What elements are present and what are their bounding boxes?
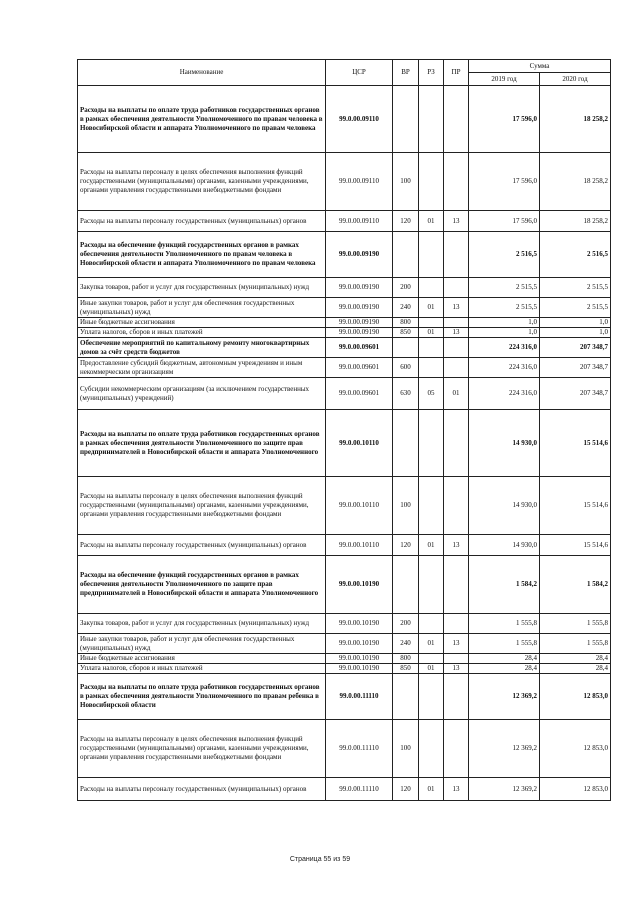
cell-sum-2019: 1 555,8 xyxy=(469,614,540,634)
cell-sum-2020: 12 853,0 xyxy=(540,720,611,778)
cell-sum-2020: 12 853,0 xyxy=(540,674,611,720)
table-row xyxy=(78,654,611,664)
cell-rz xyxy=(419,410,444,477)
cell-pr xyxy=(444,153,469,211)
cell-name: Иные закупки товаров, работ и услуг для обеспечения государственных (муниципальных) нужд xyxy=(78,634,326,654)
cell-sum-2020: 18 258,2 xyxy=(540,211,611,232)
cell-vr: 240 xyxy=(393,634,419,654)
cell-rz xyxy=(419,338,444,358)
cell-name: Субсидии некоммерческим организациям (за исключением государственных (муниципальных) учреждений) xyxy=(78,378,326,410)
cell-name: Расходы на обеспечение функций государственных органов в рамках обеспечения деятельности Уполномоченного по правам человека в Новосибирской области и аппарата Уполномоченного по правам человека xyxy=(78,232,326,278)
cell-name: Иные бюджетные ассигнования xyxy=(78,318,326,328)
col-header-rz: РЗ xyxy=(419,60,444,86)
cell-name: Расходы на обеспечение функций государственных органов в рамках обеспечения деятельности Уполномоченного по защите прав предпринимателей в Новосибирской области и аппарата Уполномоченного xyxy=(78,556,326,614)
cell-sum-2019: 12 369,2 xyxy=(469,778,540,801)
table-row xyxy=(78,778,611,801)
cell-rz xyxy=(419,278,444,298)
table-row xyxy=(78,614,611,634)
cell-sum-2019: 224 316,0 xyxy=(469,358,540,378)
col-header-vr: ВР xyxy=(393,60,419,86)
cell-pr: 13 xyxy=(444,298,469,318)
table-row xyxy=(78,298,611,318)
cell-vr: 100 xyxy=(393,477,419,535)
cell-csr: 99.0.00.09190 xyxy=(326,328,393,338)
cell-rz xyxy=(419,674,444,720)
cell-rz xyxy=(419,318,444,328)
cell-sum-2019: 28,4 xyxy=(469,664,540,674)
cell-csr: 99.0.00.09601 xyxy=(326,338,393,358)
cell-csr: 99.0.00.11110 xyxy=(326,778,393,801)
cell-sum-2020: 28,4 xyxy=(540,664,611,674)
cell-pr xyxy=(444,338,469,358)
cell-csr: 99.0.00.10190 xyxy=(326,664,393,674)
cell-name: Расходы на выплаты персоналу в целях обеспечения выполнения функций государственными (муниципальными) органами, казенными учреждениями, органами управления государственными внебюджетными фондами xyxy=(78,477,326,535)
table-row xyxy=(78,86,611,153)
cell-pr xyxy=(444,556,469,614)
cell-csr: 99.0.00.11110 xyxy=(326,720,393,778)
cell-rz: 01 xyxy=(419,328,444,338)
cell-sum-2020: 207 348,7 xyxy=(540,338,611,358)
cell-csr: 99.0.00.09601 xyxy=(326,358,393,378)
cell-rz: 05 xyxy=(419,378,444,410)
cell-sum-2019: 14 930,0 xyxy=(469,410,540,477)
table-row xyxy=(78,634,611,654)
cell-sum-2019: 1 584,2 xyxy=(469,556,540,614)
cell-csr: 99.0.00.09190 xyxy=(326,232,393,278)
cell-pr xyxy=(444,720,469,778)
cell-rz: 01 xyxy=(419,778,444,801)
cell-vr: 120 xyxy=(393,778,419,801)
cell-sum-2019: 1,0 xyxy=(469,318,540,328)
cell-sum-2019: 17 596,0 xyxy=(469,153,540,211)
cell-vr xyxy=(393,338,419,358)
cell-vr xyxy=(393,556,419,614)
cell-name: Закупка товаров, работ и услуг для государственных (муниципальных) нужд xyxy=(78,278,326,298)
cell-sum-2020: 18 258,2 xyxy=(540,153,611,211)
cell-sum-2020: 15 514,6 xyxy=(540,410,611,477)
cell-sum-2019: 2 515,5 xyxy=(469,278,540,298)
cell-pr xyxy=(444,278,469,298)
col-header-name: Наименование xyxy=(78,60,326,86)
cell-sum-2020: 18 258,2 xyxy=(540,86,611,153)
cell-sum-2019: 224 316,0 xyxy=(469,378,540,410)
cell-name: Расходы на выплаты персоналу государственных (муниципальных) органов xyxy=(78,535,326,556)
col-header-2019: 2019 год xyxy=(469,73,540,86)
cell-vr: 100 xyxy=(393,153,419,211)
cell-vr: 800 xyxy=(393,318,419,328)
cell-sum-2020: 207 348,7 xyxy=(540,358,611,378)
table-row xyxy=(78,153,611,211)
cell-sum-2020: 1,0 xyxy=(540,328,611,338)
cell-name: Закупка товаров, работ и услуг для государственных (муниципальных) нужд xyxy=(78,614,326,634)
cell-name: Уплата налогов, сборов и иных платежей xyxy=(78,664,326,674)
cell-rz xyxy=(419,232,444,278)
cell-pr: 01 xyxy=(444,378,469,410)
cell-sum-2019: 28,4 xyxy=(469,654,540,664)
cell-sum-2020: 207 348,7 xyxy=(540,378,611,410)
cell-vr xyxy=(393,674,419,720)
cell-csr: 99.0.00.11110 xyxy=(326,674,393,720)
budget-table xyxy=(77,59,611,801)
cell-rz: 01 xyxy=(419,211,444,232)
cell-sum-2020: 1 555,8 xyxy=(540,614,611,634)
cell-name: Расходы на выплаты по оплате труда работников государственных органов в рамках обеспечения деятельности Уполномоченного по правам человека в Новосибирской области и аппарата Уполномоченного по правам человека xyxy=(78,86,326,153)
cell-name: Обеспечение мероприятий по капитальному ремонту многоквартирных домов за счёт средств бюджетов xyxy=(78,338,326,358)
cell-name: Расходы на выплаты персоналу в целях обеспечения выполнения функций государственными (муниципальными) органами, казенными учреждениями, органами управления государственными внебюджетными фондами xyxy=(78,720,326,778)
cell-name: Предоставление субсидий бюджетным, автономным учреждениям и иным некоммерческим организациям xyxy=(78,358,326,378)
cell-vr: 200 xyxy=(393,614,419,634)
cell-name: Уплата налогов, сборов и иных платежей xyxy=(78,328,326,338)
cell-sum-2019: 2 516,5 xyxy=(469,232,540,278)
cell-name: Иные закупки товаров, работ и услуг для обеспечения государственных (муниципальных) нужд xyxy=(78,298,326,318)
cell-vr: 100 xyxy=(393,720,419,778)
cell-csr: 99.0.00.09110 xyxy=(326,86,393,153)
cell-name: Иные бюджетные ассигнования xyxy=(78,654,326,664)
cell-csr: 99.0.00.09110 xyxy=(326,153,393,211)
cell-sum-2019: 12 369,2 xyxy=(469,674,540,720)
cell-rz xyxy=(419,556,444,614)
cell-pr xyxy=(444,614,469,634)
cell-name: Расходы на выплаты по оплате труда работников государственных органов в рамках обеспечения деятельности Уполномоченного по правам ребенка в Новосибирской области xyxy=(78,674,326,720)
table-header xyxy=(78,60,611,86)
cell-csr: 99.0.00.10110 xyxy=(326,535,393,556)
cell-pr: 13 xyxy=(444,778,469,801)
table-row xyxy=(78,211,611,232)
cell-vr: 600 xyxy=(393,358,419,378)
col-header-sum: Сумма xyxy=(469,60,611,73)
cell-vr xyxy=(393,232,419,278)
table-row xyxy=(78,556,611,614)
cell-csr: 99.0.00.09190 xyxy=(326,298,393,318)
cell-rz xyxy=(419,153,444,211)
cell-csr: 99.0.00.10190 xyxy=(326,654,393,664)
cell-sum-2019: 14 930,0 xyxy=(469,477,540,535)
cell-name: Расходы на выплаты персоналу государственных (муниципальных) органов xyxy=(78,778,326,801)
cell-pr: 13 xyxy=(444,211,469,232)
col-header-2020: 2020 год xyxy=(540,73,611,86)
cell-vr: 120 xyxy=(393,535,419,556)
cell-vr: 120 xyxy=(393,211,419,232)
cell-sum-2020: 15 514,6 xyxy=(540,477,611,535)
cell-pr: 13 xyxy=(444,535,469,556)
cell-sum-2020: 1 584,2 xyxy=(540,556,611,614)
cell-rz: 01 xyxy=(419,535,444,556)
cell-sum-2019: 17 596,0 xyxy=(469,211,540,232)
cell-csr: 99.0.00.10110 xyxy=(326,477,393,535)
page-number: Страница 55 из 59 xyxy=(289,856,351,863)
cell-name: Расходы на выплаты персоналу государственных (муниципальных) органов xyxy=(78,211,326,232)
cell-vr: 240 xyxy=(393,298,419,318)
cell-rz: 01 xyxy=(419,664,444,674)
table-row xyxy=(78,318,611,328)
cell-pr xyxy=(444,86,469,153)
table-body xyxy=(78,86,611,801)
table-row xyxy=(78,664,611,674)
cell-pr: 13 xyxy=(444,328,469,338)
col-header-csr: ЦСР xyxy=(326,60,393,86)
table-row xyxy=(78,278,611,298)
cell-sum-2019: 14 930,0 xyxy=(469,535,540,556)
cell-rz xyxy=(419,86,444,153)
cell-pr xyxy=(444,674,469,720)
cell-sum-2020: 1,0 xyxy=(540,318,611,328)
table-row xyxy=(78,338,611,358)
cell-vr: 200 xyxy=(393,278,419,298)
cell-pr: 13 xyxy=(444,634,469,654)
cell-csr: 99.0.00.09110 xyxy=(326,211,393,232)
cell-rz: 01 xyxy=(419,298,444,318)
cell-vr: 850 xyxy=(393,664,419,674)
cell-rz xyxy=(419,720,444,778)
cell-sum-2020: 2 516,5 xyxy=(540,232,611,278)
cell-pr xyxy=(444,232,469,278)
cell-csr: 99.0.00.09190 xyxy=(326,278,393,298)
cell-rz xyxy=(419,614,444,634)
cell-pr xyxy=(444,318,469,328)
table-row xyxy=(78,358,611,378)
cell-csr: 99.0.00.09601 xyxy=(326,378,393,410)
cell-sum-2019: 2 515,5 xyxy=(469,298,540,318)
cell-vr xyxy=(393,86,419,153)
cell-csr: 99.0.00.10110 xyxy=(326,410,393,477)
table-row xyxy=(78,477,611,535)
cell-sum-2019: 17 596,0 xyxy=(469,86,540,153)
table-row xyxy=(78,232,611,278)
cell-name: Расходы на выплаты по оплате труда работников государственных органов в рамках обеспечения деятельности Уполномоченного по защите прав предпринимателей в Новосибирской области и аппарата Уполномоченного xyxy=(78,410,326,477)
cell-rz xyxy=(419,654,444,664)
table-row xyxy=(78,328,611,338)
cell-sum-2020: 12 853,0 xyxy=(540,778,611,801)
cell-pr xyxy=(444,654,469,664)
cell-pr xyxy=(444,358,469,378)
cell-sum-2020: 1 555,8 xyxy=(540,634,611,654)
col-header-pr: ПР xyxy=(444,60,469,86)
cell-rz: 01 xyxy=(419,634,444,654)
cell-sum-2019: 224 316,0 xyxy=(469,338,540,358)
cell-pr: 13 xyxy=(444,664,469,674)
cell-pr xyxy=(444,477,469,535)
cell-sum-2019: 1 555,8 xyxy=(469,634,540,654)
cell-sum-2020: 15 514,6 xyxy=(540,535,611,556)
cell-vr: 630 xyxy=(393,378,419,410)
cell-pr xyxy=(444,410,469,477)
cell-csr: 99.0.00.10190 xyxy=(326,634,393,654)
cell-vr: 800 xyxy=(393,654,419,664)
table-row xyxy=(78,378,611,410)
cell-sum-2020: 2 515,5 xyxy=(540,298,611,318)
cell-sum-2020: 28,4 xyxy=(540,654,611,664)
cell-sum-2020: 2 515,5 xyxy=(540,278,611,298)
cell-vr: 850 xyxy=(393,328,419,338)
cell-vr xyxy=(393,410,419,477)
cell-csr: 99.0.00.10190 xyxy=(326,614,393,634)
table-row xyxy=(78,674,611,720)
cell-sum-2019: 1,0 xyxy=(469,328,540,338)
table-row xyxy=(78,535,611,556)
cell-csr: 99.0.00.09190 xyxy=(326,318,393,328)
cell-rz xyxy=(419,358,444,378)
cell-rz xyxy=(419,477,444,535)
table-row xyxy=(78,410,611,477)
cell-sum-2019: 12 369,2 xyxy=(469,720,540,778)
cell-name: Расходы на выплаты персоналу в целях обеспечения выполнения функций государственными (муниципальными) органами, казенными учреждениями, органами управления государственными внебюджетными фондами xyxy=(78,153,326,211)
cell-csr: 99.0.00.10190 xyxy=(326,556,393,614)
table-row xyxy=(78,720,611,778)
